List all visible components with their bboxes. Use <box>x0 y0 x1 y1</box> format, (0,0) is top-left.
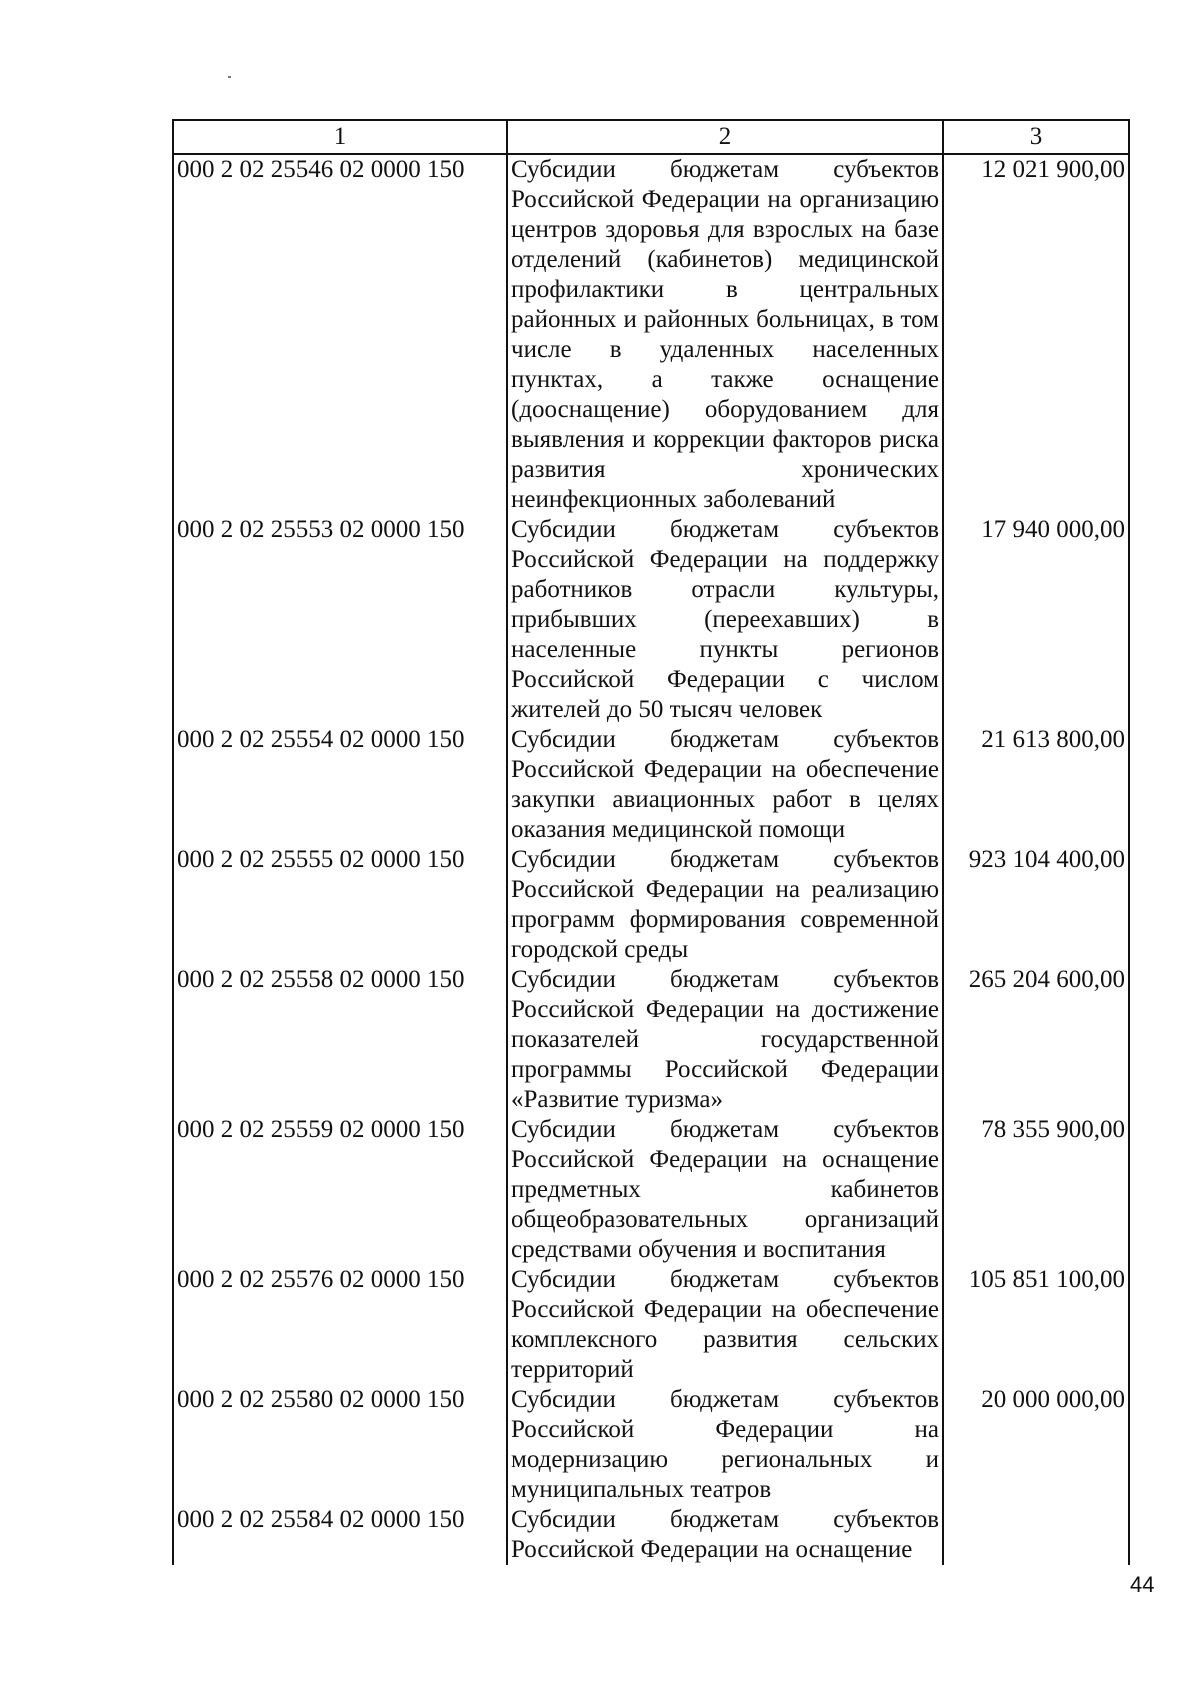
row-description: Субсидии бюджетам субъектов Российской Федерации на обеспечение комплексного развития сельских территорий <box>507 1265 943 1385</box>
row-amount: 78 355 900,00 <box>943 1115 1129 1265</box>
row-amount: 923 104 400,00 <box>943 845 1129 965</box>
table-row <box>173 1505 1129 1565</box>
table-row <box>173 1265 1129 1385</box>
table-row <box>173 725 1129 845</box>
row-description: Субсидии бюджетам субъектов Российской Федерации на поддержку работников отрасли культуры, прибывших (переехавших) в населенные пункты регионов Российской Федерации с числом жителей до 50 тысяч человек <box>507 515 943 725</box>
row-description: Субсидии бюджетам субъектов Российской Федерации на организацию центров здоровья для взрослых на базе отделений (кабинетов) медицинской профилактики в центральных районных и районных больницах, в том числе в удаленных населенных пунктах, а также оснащение (дооснащение) оборудованием для выявления и коррекции факторов риска развития хронических неинфекционных заболеваний <box>507 154 943 515</box>
table-row <box>173 965 1129 1115</box>
row-code: 000 2 02 25558 02 0000 150 <box>173 965 507 1115</box>
row-description: Субсидии бюджетам субъектов Российской Федерации на реализацию программ формирования современной городской среды <box>507 845 943 965</box>
budget-table <box>172 119 1130 1565</box>
row-code: 000 2 02 25555 02 0000 150 <box>173 845 507 965</box>
table-row <box>173 515 1129 725</box>
row-description: Субсидии бюджетам субъектов Российской Федерации на модернизацию региональных и муниципальных театров <box>507 1385 943 1505</box>
table-row <box>173 154 1129 515</box>
row-code: 000 2 02 25576 02 0000 150 <box>173 1265 507 1385</box>
column-header-3: 3 <box>943 120 1129 154</box>
row-description: Субсидии бюджетам субъектов Российской Федерации на оснащение <box>507 1505 943 1565</box>
row-code: 000 2 02 25554 02 0000 150 <box>173 725 507 845</box>
row-code: 000 2 02 25584 02 0000 150 <box>173 1505 507 1565</box>
page-number: 44 <box>1130 1572 1155 1597</box>
column-header-2: 2 <box>507 120 943 154</box>
row-amount: 12 021 900,00 <box>943 154 1129 515</box>
row-code: 000 2 02 25580 02 0000 150 <box>173 1385 507 1505</box>
row-description: Субсидии бюджетам субъектов Российской Федерации на обеспечение закупки авиационных работ в целях оказания медицинской помощи <box>507 725 943 845</box>
row-description: Субсидии бюджетам субъектов Российской Федерации на достижение показателей государственной программы Российской Федерации «Развитие туризма» <box>507 965 943 1115</box>
row-description: Субсидии бюджетам субъектов Российской Федерации на оснащение предметных кабинетов общеобразовательных организаций средствами обучения и воспитания <box>507 1115 943 1265</box>
row-amount: 265 204 600,00 <box>943 965 1129 1115</box>
row-amount: 17 940 000,00 <box>943 515 1129 725</box>
row-amount <box>943 1505 1129 1565</box>
table-row <box>173 845 1129 965</box>
table-row <box>173 1115 1129 1265</box>
row-code: 000 2 02 25546 02 0000 150 <box>173 154 507 515</box>
header-row <box>173 120 1129 154</box>
column-header-1: 1 <box>173 120 507 154</box>
table-row <box>173 1385 1129 1505</box>
scan-speck <box>228 76 231 78</box>
row-code: 000 2 02 25553 02 0000 150 <box>173 515 507 725</box>
row-amount: 21 613 800,00 <box>943 725 1129 845</box>
row-amount: 105 851 100,00 <box>943 1265 1129 1385</box>
row-code: 000 2 02 25559 02 0000 150 <box>173 1115 507 1265</box>
row-amount: 20 000 000,00 <box>943 1385 1129 1505</box>
